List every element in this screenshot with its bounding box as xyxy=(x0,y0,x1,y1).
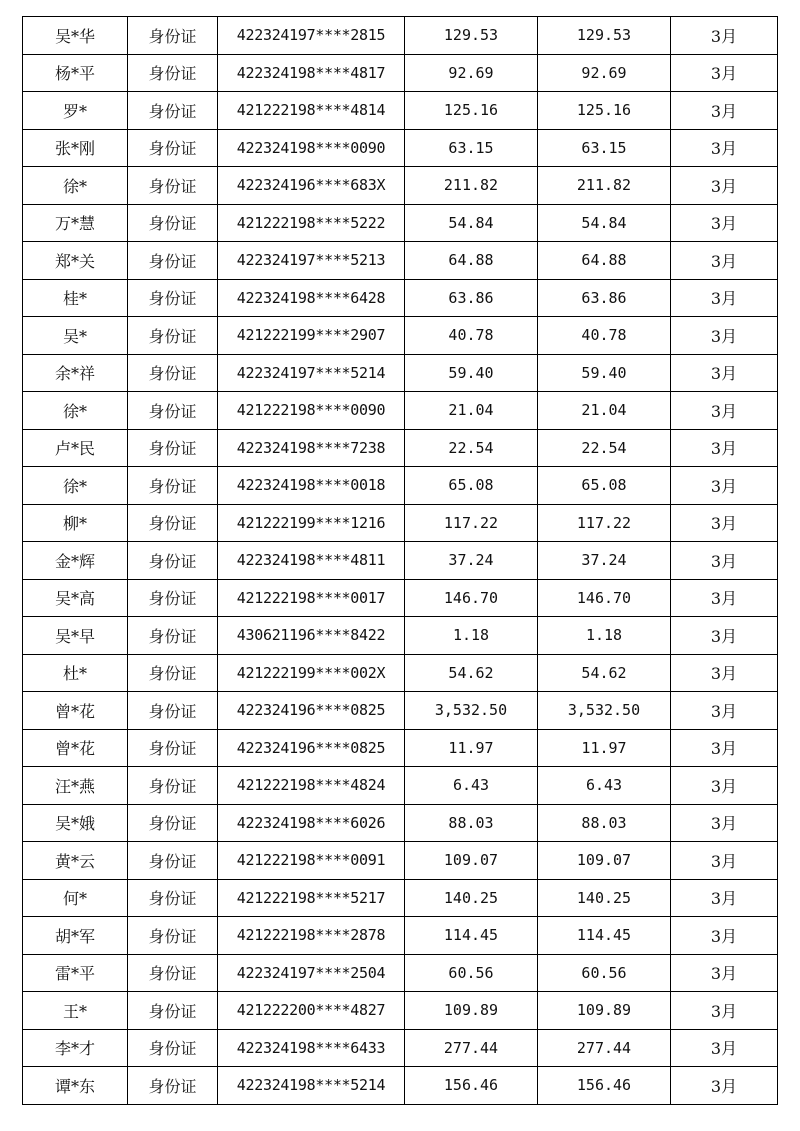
id-number-cell: 422324196****683X xyxy=(218,167,405,205)
table-row xyxy=(23,354,778,392)
name-cell: 徐* xyxy=(23,467,128,505)
amount-cell: 156.46 xyxy=(405,1067,538,1105)
id-number-cell: 422324198****7238 xyxy=(218,429,405,467)
subsidy-amount-cell: 109.89 xyxy=(538,992,671,1030)
name-cell: 吴*早 xyxy=(23,617,128,655)
month-cell: 3月 xyxy=(671,429,778,467)
month-cell: 3月 xyxy=(671,879,778,917)
month-cell: 3月 xyxy=(671,767,778,805)
amount-cell: 21.04 xyxy=(405,392,538,430)
table-row xyxy=(23,879,778,917)
month-cell: 3月 xyxy=(671,92,778,130)
id-type-cell: 身份证 xyxy=(128,92,218,130)
id-number-cell: 422324198****6428 xyxy=(218,279,405,317)
amount-cell: 54.62 xyxy=(405,654,538,692)
month-cell: 3月 xyxy=(671,1067,778,1105)
month-cell: 3月 xyxy=(671,317,778,355)
amount-cell: 146.70 xyxy=(405,579,538,617)
month-cell: 3月 xyxy=(671,354,778,392)
subsidy-amount-cell: 59.40 xyxy=(538,354,671,392)
month-cell: 3月 xyxy=(671,992,778,1030)
name-cell: 何* xyxy=(23,879,128,917)
id-number-cell: 422324198****4811 xyxy=(218,542,405,580)
month-cell: 3月 xyxy=(671,242,778,280)
amount-cell: 129.53 xyxy=(405,17,538,55)
table-row xyxy=(23,729,778,767)
subsidy-amount-cell: 40.78 xyxy=(538,317,671,355)
name-cell: 罗* xyxy=(23,92,128,130)
subsidy-amount-cell: 21.04 xyxy=(538,392,671,430)
table-row xyxy=(23,17,778,55)
table-row xyxy=(23,504,778,542)
subsidy-amount-cell: 146.70 xyxy=(538,579,671,617)
name-cell: 吴*高 xyxy=(23,579,128,617)
name-cell: 卢*民 xyxy=(23,429,128,467)
id-number-cell: 422324198****5214 xyxy=(218,1067,405,1105)
name-cell: 曾*花 xyxy=(23,692,128,730)
table-row xyxy=(23,654,778,692)
name-cell: 吴*娥 xyxy=(23,804,128,842)
id-type-cell: 身份证 xyxy=(128,467,218,505)
id-number-cell: 421222198****4814 xyxy=(218,92,405,130)
amount-cell: 125.16 xyxy=(405,92,538,130)
id-type-cell: 身份证 xyxy=(128,504,218,542)
table-row xyxy=(23,579,778,617)
table-row xyxy=(23,392,778,430)
amount-cell: 114.45 xyxy=(405,917,538,955)
table-row xyxy=(23,992,778,1030)
name-cell: 杨*平 xyxy=(23,54,128,92)
table-row xyxy=(23,1029,778,1067)
id-number-cell: 422324197****5213 xyxy=(218,242,405,280)
table-row xyxy=(23,317,778,355)
name-cell: 曾*花 xyxy=(23,729,128,767)
name-cell: 余*祥 xyxy=(23,354,128,392)
id-number-cell: 421222200****4827 xyxy=(218,992,405,1030)
month-cell: 3月 xyxy=(671,542,778,580)
amount-cell: 117.22 xyxy=(405,504,538,542)
name-cell: 汪*燕 xyxy=(23,767,128,805)
table-row xyxy=(23,1067,778,1105)
id-type-cell: 身份证 xyxy=(128,279,218,317)
id-number-cell: 422324198****0090 xyxy=(218,129,405,167)
subsidy-amount-cell: 3,532.50 xyxy=(538,692,671,730)
month-cell: 3月 xyxy=(671,54,778,92)
subsidy-amount-cell: 63.86 xyxy=(538,279,671,317)
amount-cell: 277.44 xyxy=(405,1029,538,1067)
subsidy-amount-cell: 277.44 xyxy=(538,1029,671,1067)
amount-cell: 63.86 xyxy=(405,279,538,317)
id-type-cell: 身份证 xyxy=(128,167,218,205)
id-type-cell: 身份证 xyxy=(128,954,218,992)
name-cell: 徐* xyxy=(23,167,128,205)
name-cell: 万*慧 xyxy=(23,204,128,242)
month-cell: 3月 xyxy=(671,129,778,167)
id-type-cell: 身份证 xyxy=(128,204,218,242)
id-number-cell: 421222198****0091 xyxy=(218,842,405,880)
id-type-cell: 身份证 xyxy=(128,767,218,805)
id-number-cell: 422324197****5214 xyxy=(218,354,405,392)
id-number-cell: 422324196****0825 xyxy=(218,729,405,767)
table-row xyxy=(23,279,778,317)
month-cell: 3月 xyxy=(671,1029,778,1067)
subsidy-amount-cell: 140.25 xyxy=(538,879,671,917)
amount-cell: 65.08 xyxy=(405,467,538,505)
table-row xyxy=(23,92,778,130)
id-type-cell: 身份证 xyxy=(128,129,218,167)
subsidy-amount-cell: 129.53 xyxy=(538,17,671,55)
id-type-cell: 身份证 xyxy=(128,654,218,692)
table-row xyxy=(23,917,778,955)
subsidy-amount-cell: 125.16 xyxy=(538,92,671,130)
id-type-cell: 身份证 xyxy=(128,429,218,467)
month-cell: 3月 xyxy=(671,167,778,205)
month-cell: 3月 xyxy=(671,204,778,242)
amount-cell: 6.43 xyxy=(405,767,538,805)
table-row xyxy=(23,692,778,730)
name-cell: 李*才 xyxy=(23,1029,128,1067)
name-cell: 吴*华 xyxy=(23,17,128,55)
subsidy-amount-cell: 54.62 xyxy=(538,654,671,692)
table-row xyxy=(23,204,778,242)
id-type-cell: 身份证 xyxy=(128,542,218,580)
amount-cell: 63.15 xyxy=(405,129,538,167)
amount-cell: 3,532.50 xyxy=(405,692,538,730)
table-row xyxy=(23,767,778,805)
subsidy-amount-cell: 65.08 xyxy=(538,467,671,505)
month-cell: 3月 xyxy=(671,617,778,655)
table-row xyxy=(23,467,778,505)
amount-cell: 64.88 xyxy=(405,242,538,280)
subsidy-amount-cell: 11.97 xyxy=(538,729,671,767)
id-number-cell: 421222198****5222 xyxy=(218,204,405,242)
subsidy-amount-cell: 109.07 xyxy=(538,842,671,880)
name-cell: 胡*军 xyxy=(23,917,128,955)
table-row xyxy=(23,167,778,205)
month-cell: 3月 xyxy=(671,467,778,505)
amount-cell: 60.56 xyxy=(405,954,538,992)
subsidy-amount-cell: 6.43 xyxy=(538,767,671,805)
id-type-cell: 身份证 xyxy=(128,692,218,730)
table-row xyxy=(23,804,778,842)
amount-cell: 59.40 xyxy=(405,354,538,392)
month-cell: 3月 xyxy=(671,279,778,317)
name-cell: 雷*平 xyxy=(23,954,128,992)
table-row xyxy=(23,242,778,280)
id-number-cell: 421222198****0017 xyxy=(218,579,405,617)
id-type-cell: 身份证 xyxy=(128,354,218,392)
table-row xyxy=(23,129,778,167)
subsidy-amount-cell: 1.18 xyxy=(538,617,671,655)
name-cell: 桂* xyxy=(23,279,128,317)
subsidy-amount-cell: 117.22 xyxy=(538,504,671,542)
month-cell: 3月 xyxy=(671,17,778,55)
subsidy-amount-cell: 37.24 xyxy=(538,542,671,580)
subsidy-amount-cell: 60.56 xyxy=(538,954,671,992)
amount-cell: 92.69 xyxy=(405,54,538,92)
id-number-cell: 422324198****6026 xyxy=(218,804,405,842)
amount-cell: 37.24 xyxy=(405,542,538,580)
id-type-cell: 身份证 xyxy=(128,804,218,842)
name-cell: 杜* xyxy=(23,654,128,692)
id-type-cell: 身份证 xyxy=(128,242,218,280)
subsidy-amount-cell: 63.15 xyxy=(538,129,671,167)
id-type-cell: 身份证 xyxy=(128,579,218,617)
month-cell: 3月 xyxy=(671,804,778,842)
name-cell: 谭*东 xyxy=(23,1067,128,1105)
table-row xyxy=(23,617,778,655)
month-cell: 3月 xyxy=(671,504,778,542)
table-row xyxy=(23,54,778,92)
id-number-cell: 422324198****6433 xyxy=(218,1029,405,1067)
id-type-cell: 身份证 xyxy=(128,54,218,92)
id-type-cell: 身份证 xyxy=(128,729,218,767)
id-type-cell: 身份证 xyxy=(128,1029,218,1067)
name-cell: 黄*云 xyxy=(23,842,128,880)
amount-cell: 1.18 xyxy=(405,617,538,655)
subsidy-amount-cell: 114.45 xyxy=(538,917,671,955)
name-cell: 张*刚 xyxy=(23,129,128,167)
month-cell: 3月 xyxy=(671,729,778,767)
id-type-cell: 身份证 xyxy=(128,17,218,55)
id-number-cell: 422324197****2815 xyxy=(218,17,405,55)
amount-cell: 109.07 xyxy=(405,842,538,880)
month-cell: 3月 xyxy=(671,654,778,692)
name-cell: 郑*关 xyxy=(23,242,128,280)
amount-cell: 11.97 xyxy=(405,729,538,767)
amount-cell: 88.03 xyxy=(405,804,538,842)
month-cell: 3月 xyxy=(671,954,778,992)
table-row xyxy=(23,429,778,467)
name-cell: 柳* xyxy=(23,504,128,542)
name-cell: 王* xyxy=(23,992,128,1030)
id-type-cell: 身份证 xyxy=(128,842,218,880)
id-number-cell: 421222198****0090 xyxy=(218,392,405,430)
amount-cell: 140.25 xyxy=(405,879,538,917)
id-number-cell: 422324196****0825 xyxy=(218,692,405,730)
amount-cell: 211.82 xyxy=(405,167,538,205)
id-number-cell: 422324198****4817 xyxy=(218,54,405,92)
month-cell: 3月 xyxy=(671,917,778,955)
table-row xyxy=(23,954,778,992)
subsidy-amount-cell: 156.46 xyxy=(538,1067,671,1105)
id-number-cell: 421222198****5217 xyxy=(218,879,405,917)
roster-table xyxy=(22,16,778,1105)
id-number-cell: 422324197****2504 xyxy=(218,954,405,992)
name-cell: 徐* xyxy=(23,392,128,430)
id-type-cell: 身份证 xyxy=(128,1067,218,1105)
subsidy-amount-cell: 211.82 xyxy=(538,167,671,205)
roster-body xyxy=(23,17,778,1105)
name-cell: 金*辉 xyxy=(23,542,128,580)
subsidy-amount-cell: 92.69 xyxy=(538,54,671,92)
id-number-cell: 421222198****4824 xyxy=(218,767,405,805)
month-cell: 3月 xyxy=(671,392,778,430)
table-row xyxy=(23,542,778,580)
id-type-cell: 身份证 xyxy=(128,992,218,1030)
subsidy-amount-cell: 22.54 xyxy=(538,429,671,467)
id-number-cell: 421222198****2878 xyxy=(218,917,405,955)
amount-cell: 22.54 xyxy=(405,429,538,467)
id-number-cell: 430621196****8422 xyxy=(218,617,405,655)
id-type-cell: 身份证 xyxy=(128,617,218,655)
month-cell: 3月 xyxy=(671,579,778,617)
id-number-cell: 421222199****2907 xyxy=(218,317,405,355)
id-type-cell: 身份证 xyxy=(128,392,218,430)
id-type-cell: 身份证 xyxy=(128,317,218,355)
id-number-cell: 421222199****002X xyxy=(218,654,405,692)
id-number-cell: 421222199****1216 xyxy=(218,504,405,542)
subsidy-amount-cell: 64.88 xyxy=(538,242,671,280)
id-type-cell: 身份证 xyxy=(128,917,218,955)
subsidy-amount-cell: 88.03 xyxy=(538,804,671,842)
month-cell: 3月 xyxy=(671,692,778,730)
amount-cell: 54.84 xyxy=(405,204,538,242)
id-number-cell: 422324198****0018 xyxy=(218,467,405,505)
name-cell: 吴* xyxy=(23,317,128,355)
amount-cell: 109.89 xyxy=(405,992,538,1030)
id-type-cell: 身份证 xyxy=(128,879,218,917)
month-cell: 3月 xyxy=(671,842,778,880)
table-row xyxy=(23,842,778,880)
amount-cell: 40.78 xyxy=(405,317,538,355)
subsidy-amount-cell: 54.84 xyxy=(538,204,671,242)
